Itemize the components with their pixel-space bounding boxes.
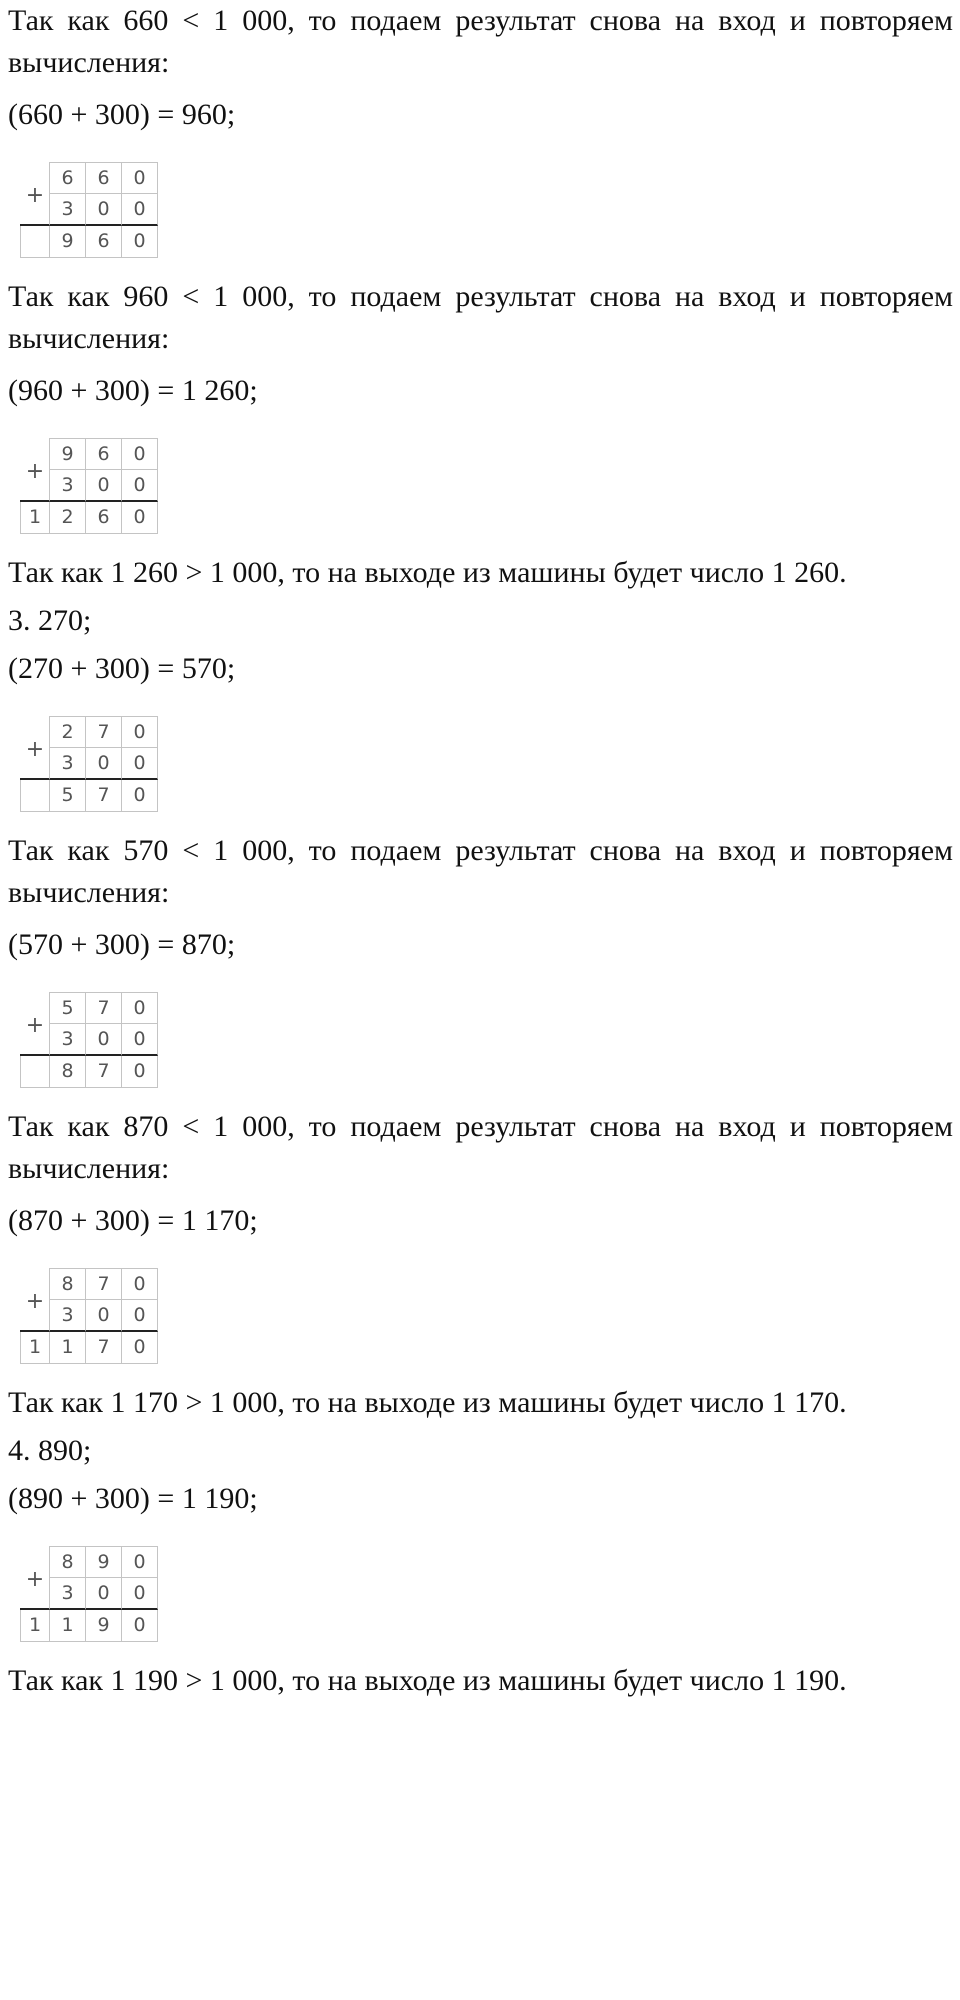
digit-cell: 0 bbox=[122, 716, 158, 748]
digit-cell: 0 bbox=[122, 438, 158, 470]
plus-sign: + bbox=[25, 1567, 45, 1592]
digit-cell: 0 bbox=[122, 1024, 158, 1056]
digit-cell: 7 bbox=[86, 1056, 122, 1088]
digit-cell: 9 bbox=[50, 438, 86, 470]
digit-cell: 0 bbox=[122, 1056, 158, 1088]
paragraph: Так как 1 170 > 1 000, то на выходе из машины будет число 1 170. bbox=[8, 1386, 847, 1419]
digit-cell: 7 bbox=[86, 992, 122, 1024]
column-addition bbox=[20, 1268, 160, 1370]
paragraph: Так как 960 < 1 000, то подаем результат снова на вход и повторяем вычисления: bbox=[8, 280, 953, 355]
digit-cell: 0 bbox=[122, 1268, 158, 1300]
digit-cell: 0 bbox=[122, 780, 158, 812]
digit-cell: 0 bbox=[86, 748, 122, 780]
digit-cell: 2 bbox=[50, 502, 86, 534]
digit-cell: 3 bbox=[50, 1024, 86, 1056]
column-addition bbox=[20, 438, 160, 540]
plus-sign: + bbox=[25, 1013, 45, 1038]
column-addition bbox=[20, 1546, 160, 1648]
plus-sign: + bbox=[25, 1289, 45, 1314]
digit-cell: 0 bbox=[86, 1300, 122, 1332]
digit-cell: 7 bbox=[86, 1332, 122, 1364]
digit-cell: 0 bbox=[122, 1610, 158, 1642]
equation: (570 + 300) = 870; bbox=[8, 928, 236, 961]
digit-cell: 3 bbox=[50, 1578, 86, 1610]
digit-cell: 0 bbox=[122, 1578, 158, 1610]
column-addition bbox=[20, 162, 160, 264]
item-label: 3. 270; bbox=[8, 604, 92, 637]
digit-cell: 6 bbox=[86, 162, 122, 194]
digit-cell: 2 bbox=[50, 716, 86, 748]
digit-cell: 0 bbox=[86, 1578, 122, 1610]
equation: (870 + 300) = 1 170; bbox=[8, 1204, 258, 1237]
digit-cell: 0 bbox=[122, 1300, 158, 1332]
digit-cell: 0 bbox=[122, 194, 158, 226]
column-addition bbox=[20, 716, 160, 818]
digit-cell: 1 bbox=[20, 1332, 50, 1364]
digit-cell: 0 bbox=[122, 992, 158, 1024]
digit-cell bbox=[20, 780, 50, 812]
digit-cell bbox=[20, 226, 50, 258]
digit-cell: 3 bbox=[50, 470, 86, 502]
digit-cell: 0 bbox=[86, 194, 122, 226]
digit-cell: 0 bbox=[122, 748, 158, 780]
digit-cell: 0 bbox=[122, 1332, 158, 1364]
digit-cell: 9 bbox=[50, 226, 86, 258]
digit-cell: 7 bbox=[86, 780, 122, 812]
digit-cell: 0 bbox=[122, 226, 158, 258]
digit-cell: 9 bbox=[86, 1610, 122, 1642]
paragraph: Так как 1 190 > 1 000, то на выходе из машины будет число 1 190. bbox=[8, 1664, 847, 1697]
digit-cell: 8 bbox=[50, 1268, 86, 1300]
digit-cell: 0 bbox=[86, 1024, 122, 1056]
digit-cell: 1 bbox=[20, 502, 50, 534]
digit-cell: 6 bbox=[50, 162, 86, 194]
digit-cell: 0 bbox=[122, 502, 158, 534]
digit-cell: 3 bbox=[50, 748, 86, 780]
digit-cell: 6 bbox=[86, 226, 122, 258]
digit-cell: 9 bbox=[86, 1546, 122, 1578]
digit-cell: 7 bbox=[86, 716, 122, 748]
equation: (960 + 300) = 1 260; bbox=[8, 374, 258, 407]
plus-sign: + bbox=[25, 183, 45, 208]
paragraph: Так как 1 260 > 1 000, то на выходе из машины будет число 1 260. bbox=[8, 556, 847, 589]
digit-cell: 1 bbox=[50, 1332, 86, 1364]
digit-cell: 7 bbox=[86, 1268, 122, 1300]
digit-cell bbox=[20, 1056, 50, 1088]
digit-cell: 3 bbox=[50, 1300, 86, 1332]
digit-cell: 3 bbox=[50, 194, 86, 226]
paragraph: Так как 660 < 1 000, то подаем результат снова на вход и повторяем вычисления: bbox=[8, 4, 953, 79]
solution-document bbox=[8, 0, 953, 1702]
column-addition bbox=[20, 992, 160, 1094]
digit-cell: 8 bbox=[50, 1056, 86, 1088]
digit-cell: 5 bbox=[50, 780, 86, 812]
digit-cell: 6 bbox=[86, 502, 122, 534]
paragraph: Так как 570 < 1 000, то подаем результат снова на вход и повторяем вычисления: bbox=[8, 834, 953, 909]
item-label: 4. 890; bbox=[8, 1434, 92, 1467]
equation: (270 + 300) = 570; bbox=[8, 652, 236, 685]
equation: (890 + 300) = 1 190; bbox=[8, 1482, 258, 1515]
equation: (660 + 300) = 960; bbox=[8, 98, 236, 131]
digit-cell: 0 bbox=[122, 470, 158, 502]
plus-sign: + bbox=[25, 459, 45, 484]
digit-cell: 8 bbox=[50, 1546, 86, 1578]
paragraph: Так как 870 < 1 000, то подаем результат снова на вход и повторяем вычисления: bbox=[8, 1110, 953, 1185]
digit-cell: 1 bbox=[20, 1610, 50, 1642]
digit-cell: 5 bbox=[50, 992, 86, 1024]
digit-cell: 6 bbox=[86, 438, 122, 470]
digit-cell: 0 bbox=[122, 162, 158, 194]
digit-cell: 1 bbox=[50, 1610, 86, 1642]
digit-cell: 0 bbox=[86, 470, 122, 502]
plus-sign: + bbox=[25, 737, 45, 762]
digit-cell: 0 bbox=[122, 1546, 158, 1578]
